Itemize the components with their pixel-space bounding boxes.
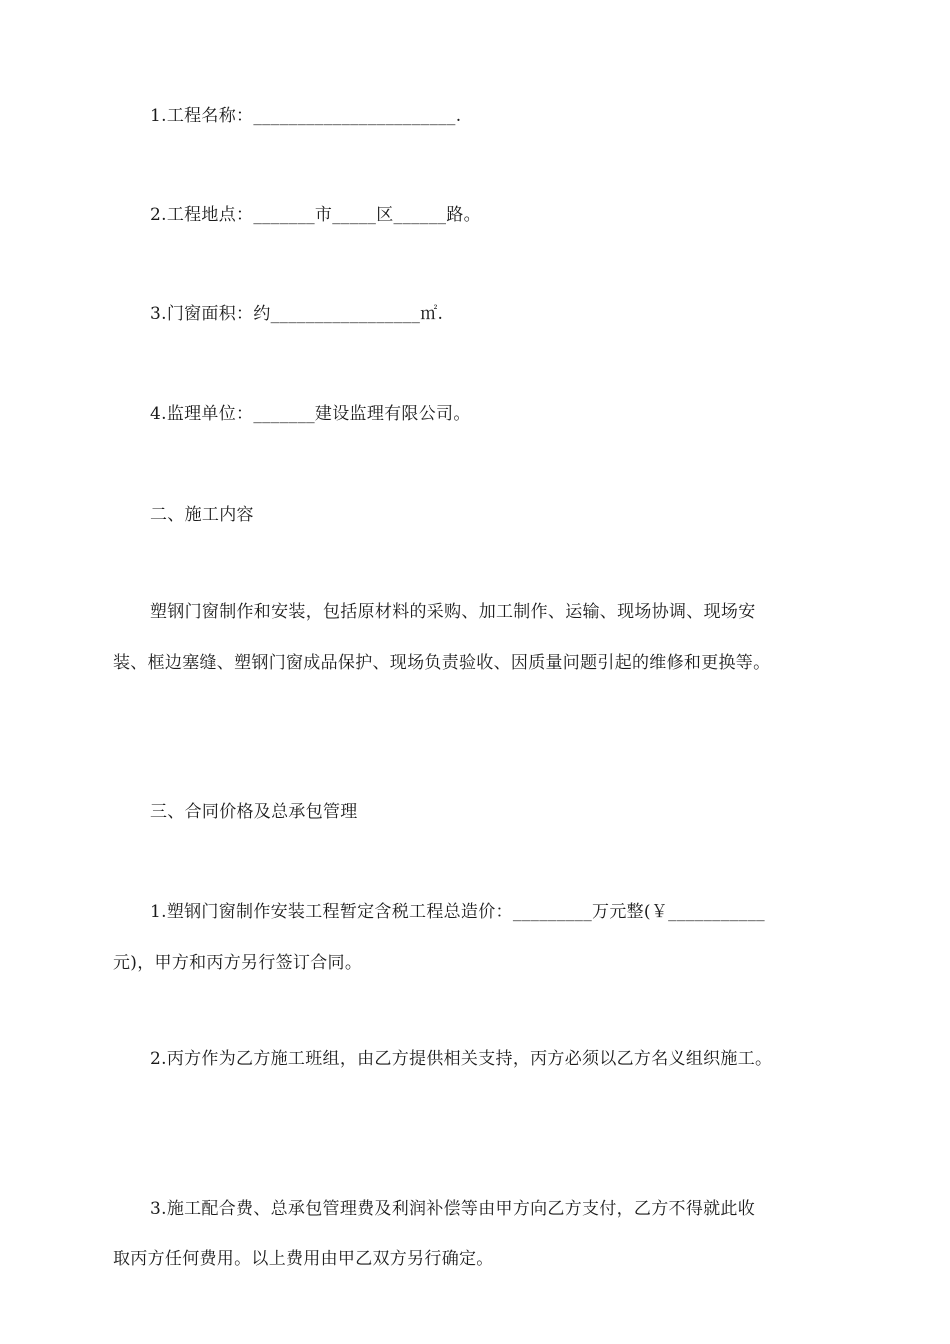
project-name-item: 1.工程名称：_______________________. xyxy=(150,106,462,126)
project-location-item: 2.工程地点：_______市_____区______路。 xyxy=(150,205,481,225)
construction-content-line-2: 装、框边塞缝、塑钢门窗成品保护、现场负责验收、因质量问题引起的维修和更换等。 xyxy=(113,653,771,673)
clause-1-line-2: 元)，甲方和丙方另行签订合同。 xyxy=(113,953,363,973)
clause-3-line-2: 取丙方任何费用。以上费用由甲乙双方另行确定。 xyxy=(113,1249,494,1269)
section-heading-construction-content: 二、施工内容 xyxy=(150,505,254,525)
window-area-item: 3.门窗面积：约_________________㎡. xyxy=(150,304,444,324)
clause-2: 2.丙方作为乙方施工班组，由乙方提供相关支持，丙方必须以乙方名义组织施工。 xyxy=(150,1049,773,1069)
clause-1-line-1: 1.塑钢门窗制作安装工程暂定含税工程总造价：_________万元整(￥___________ xyxy=(150,902,765,922)
clause-3-line-1: 3.施工配合费、总承包管理费及利润补偿等由甲方向乙方支付，乙方不得就此收 xyxy=(150,1199,756,1219)
section-heading-contract-price: 三、合同价格及总承包管理 xyxy=(150,802,358,822)
supervision-unit-item: 4.监理单位：_______建设监理有限公司。 xyxy=(150,404,471,424)
construction-content-line-1: 塑钢门窗制作和安装，包括原材料的采购、加工制作、运输、现场协调、现场安 xyxy=(150,602,756,622)
